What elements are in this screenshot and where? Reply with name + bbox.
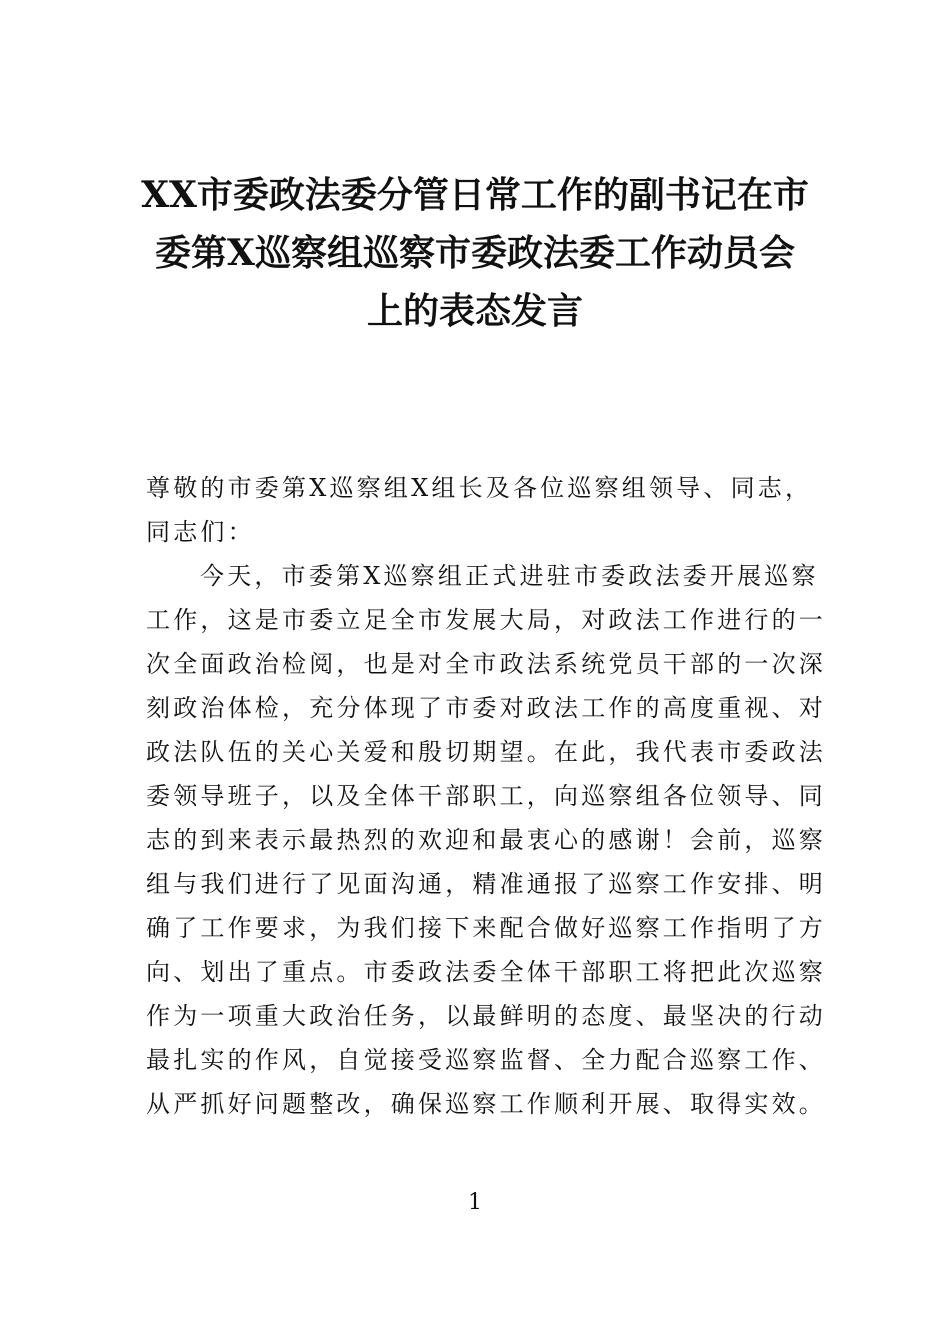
title-line-2: 委第X巡察组巡察市委政法委工作动员会 [155,232,795,274]
page-number: 1 [468,1190,482,1215]
paragraph-line-13: 从严抓好问题整改，确保巡察工作顺利开展、取得实效。 [146,1090,826,1118]
paragraph-line-5: 政法队伍的关心关爱和殷切期望。在此，我代表市委政法 [146,738,826,766]
paragraph-line-1: 今天，市委第X巡察组正式进驻市委政法委开展巡察 [200,562,819,590]
paragraph-line-11: 作为一项重大政治任务，以最鲜明的态度、最坚决的行动 [146,1002,826,1030]
paragraph-line-2: 工作，这是市委立足全市发展大局，对政法工作进行的一 [146,606,826,634]
paragraph-line-3: 次全面政治检阅，也是对全市政法系统党员干部的一次深 [146,650,826,678]
paragraph-line-7: 志的到来表示最热烈的欢迎和最衷心的感谢！会前，巡察 [146,826,826,854]
paragraph-line-4: 刻政治体检，充分体现了市委对政法工作的高度重视、对 [146,694,826,722]
paragraph-line-9: 确了工作要求，为我们接下来配合做好巡察工作指明了方 [146,914,826,942]
salutation-line-1: 尊敬的市委第X巡察组X组长及各位巡察组领导、同志， [146,474,813,502]
salutation-line-2: 同志们： [146,518,255,546]
paragraph-line-12: 最扎实的作风，自觉接受巡察监督、全力配合巡察工作、 [146,1046,826,1074]
title-line-3: 上的表态发言 [366,290,583,332]
paragraph-line-10: 向、划出了重点。市委政法委全体干部职工将把此次巡察 [146,958,826,986]
document-body [146,466,826,1126]
title-line-1: XX市委政法委分管日常工作的副书记在市 [141,174,809,216]
paragraph-line-6: 委领导班子，以及全体干部职工，向巡察组各位领导、同 [146,782,826,810]
document-title [130,166,820,340]
paragraph-line-8: 组与我们进行了见面沟通，精准通报了巡察工作安排、明 [146,870,826,898]
